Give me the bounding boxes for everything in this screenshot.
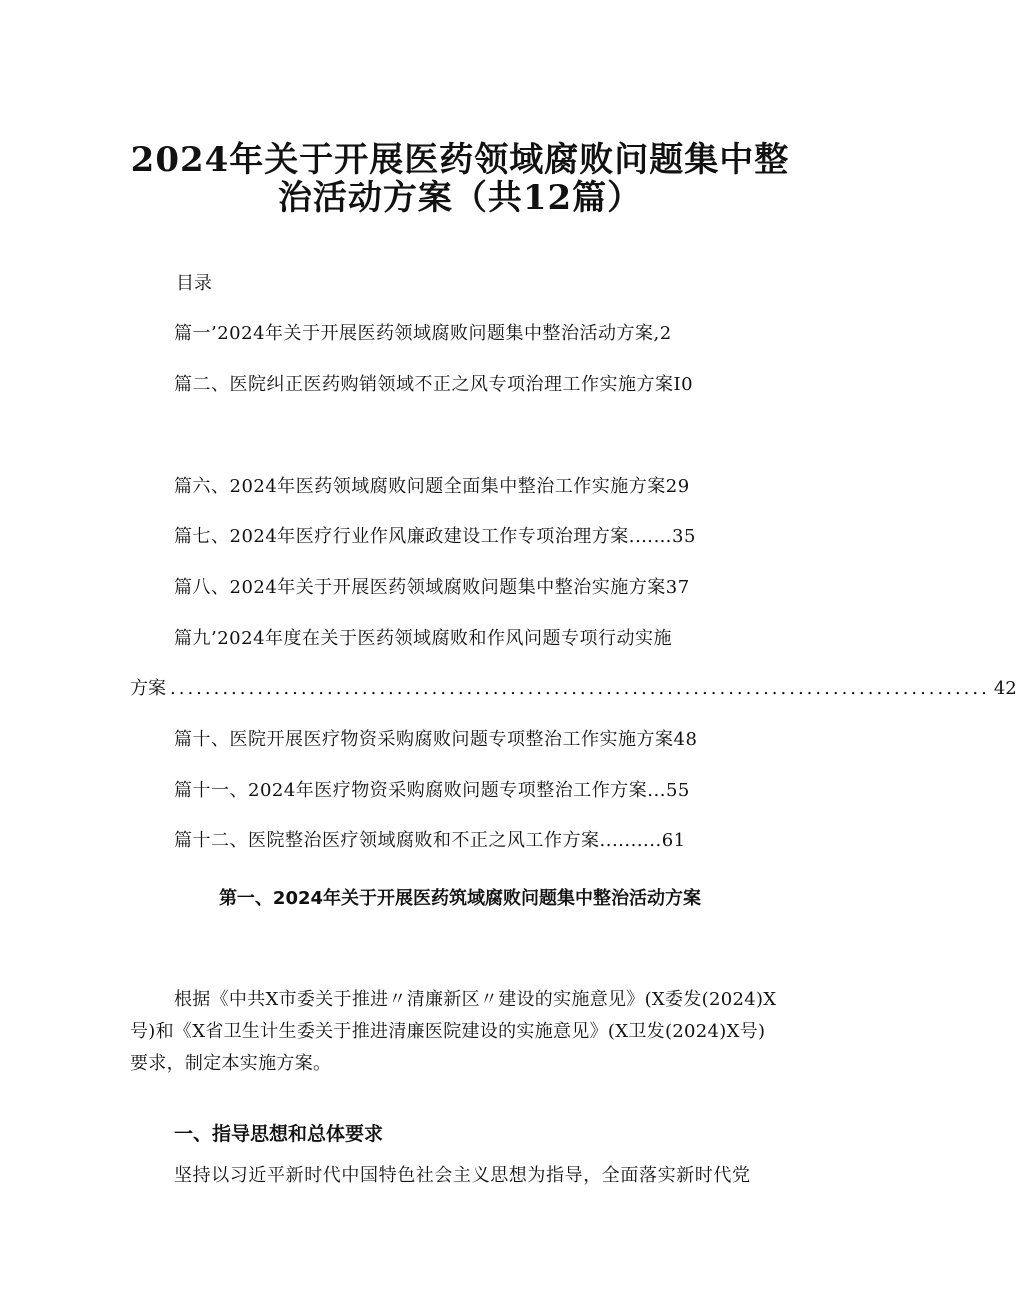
intro-paragraph [130,984,796,1080]
toc-item[interactable]: 篇九’2024年度在关于医药领域腐败和作风问题专项行动实施 [174,628,673,649]
toc-item[interactable]: 篇二、医院纠正医药购销领域不正之风专项治理工作实施方案I0 [174,374,694,395]
section-title: 第一、2024年关于开展医药筑域腐败问题集中整治活动方案 [218,888,702,909]
toc-item[interactable]: 篇十一、2024年医疗物资采购腐败问题专项整治工作方案...55 [174,780,690,801]
toc-heading: 目录 [176,273,212,294]
toc-item-page-number: 42 [993,678,1017,699]
toc-item-continuation[interactable] [130,677,1017,701]
toc-leader-dots: .............................................................................................. [170,678,990,699]
toc-item[interactable]: 篇十、医院开展医疗物资采购腐败问题专项整治工作实施方案48 [174,729,698,750]
paragraph-line: 号)和《X省卫生计生委关于推进清廉医院建设的实施意见》(X卫发(2024)X号) [130,1021,766,1042]
toc-item[interactable]: 篇六、2024年医药领域腐败问题全面集中整治工作实施方案29 [174,476,690,497]
paragraph-line: 根据《中共X市委关于推进〃清廉新区〃建设的实施意见》(X委发(2024)X [174,989,777,1010]
paragraph-line: 要求，制定本实施方案。 [130,1053,332,1074]
toc-item[interactable]: 篇十二、医院整治医疗领域腐败和不正之风工作方案..........61 [174,830,686,851]
toc-item[interactable]: 篇八、2024年关于开展医药领域腐败问题集中整治实施方案37 [174,577,690,598]
toc-item[interactable]: 篇一’2024年关于开展医药领域腐败问题集中整治活动方案,2 [174,323,672,344]
document-title-line1: 2024年关于开展医药领域腐败问题集中整 [130,140,790,180]
body-paragraph: 坚持以习近平新时代中国特色社会主义思想为指导，全面落实新时代党 [174,1165,751,1186]
toc-item-continuation-text: 方案 [130,678,166,699]
toc-item[interactable]: 篇七、2024年医疗行业作风廉政建设工作专项治理方案.……35 [174,526,696,547]
section-heading: 一、指导思想和总体要求 [174,1123,384,1145]
document-title-line2: 治活动方案（共12篇） [277,178,643,218]
